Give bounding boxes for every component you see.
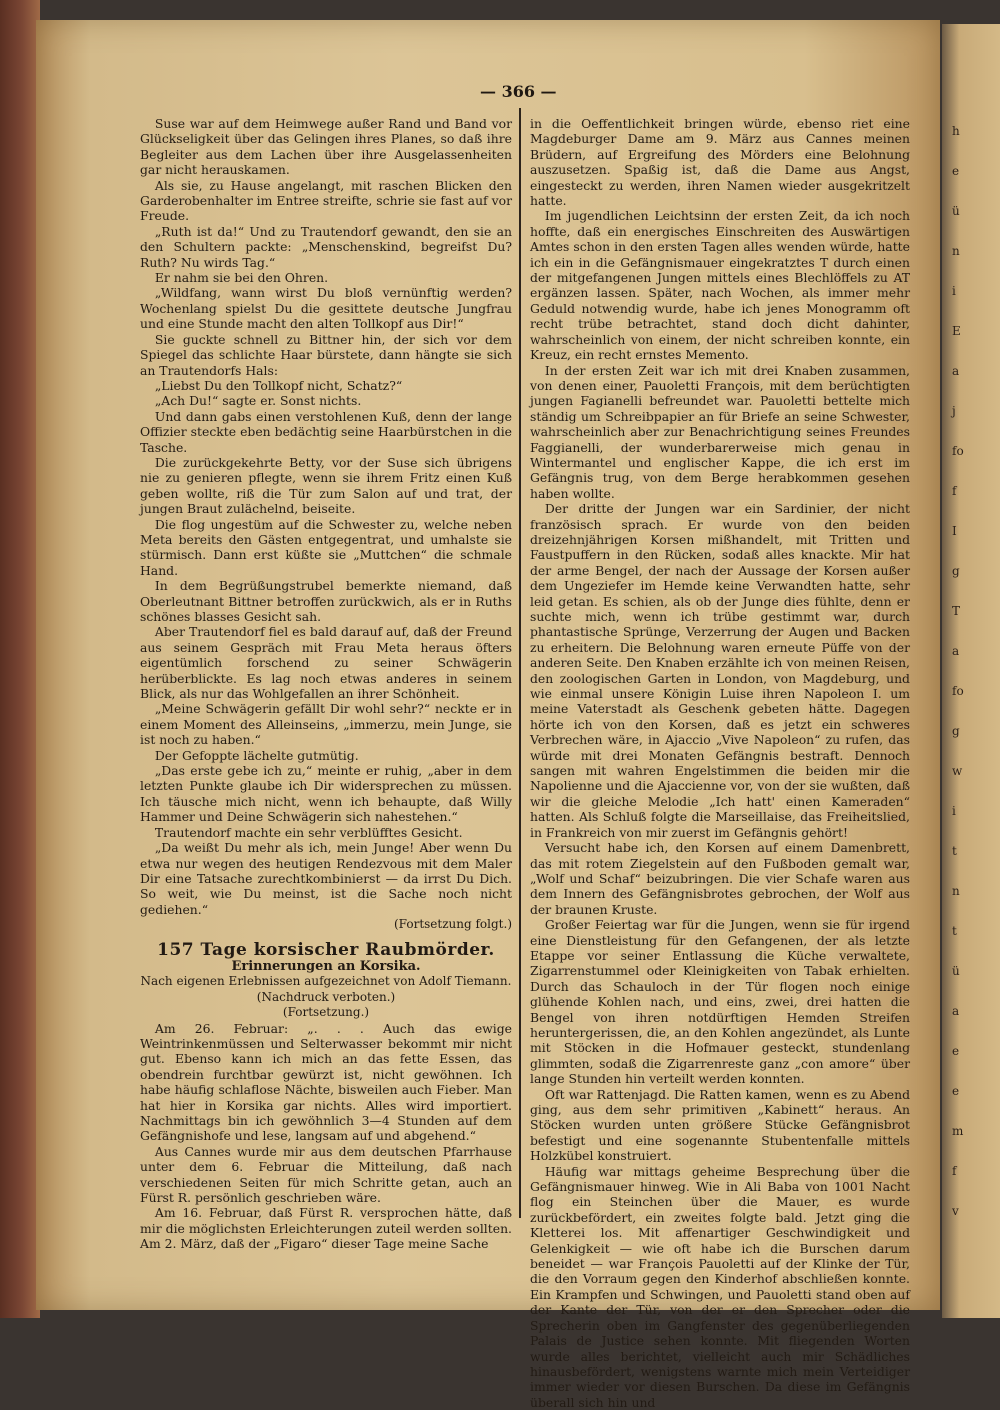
article-byline: Nach eigenen Erlebnissen aufgezeichnet von Adolf Tiemann. bbox=[140, 974, 512, 989]
paragraph: Und dann gabs einen verstohlenen Kuß, denn der lange Offizier steckte eben bedächtig seine Haarbürstchen in die Tasche. bbox=[140, 408, 512, 455]
paragraph: Aber Trautendorf fiel es bald darauf auf, daß der Freund aus seinem Gespräch mit Frau Meta heraus öfters eigentümlich forschend zu seiner Schwägerin herüberblickte. Es lag noch etwas anderes in seinem Blick, als nur das Wohlgefallen an ihrer Schönheit. bbox=[140, 624, 512, 702]
neighbor-fragment: ü bbox=[952, 964, 960, 978]
paragraph: Oft war Rattenjagd. Die Ratten kamen, wenn es zu Abend ging, aus dem sehr primitiven „Kabinett“ heraus. An Stöcken wurden unten größere Stücke Gefängnisbrot befestigt und eine sogenannte Stubentenfalle mittels Holzkübel konstruiert. bbox=[530, 1086, 910, 1164]
neighbor-fragment: f bbox=[952, 1164, 957, 1178]
paragraph: „Ach Du!“ sagte er. Sonst nichts. bbox=[154, 393, 362, 409]
neighbor-fragment: a bbox=[952, 1004, 960, 1018]
paragraph: „Meine Schwägerin gefällt Dir wohl sehr?“ neckte er in einem Moment des Alleinseins, „immerzu, mein Junge, sie ist noch zu haben.“ bbox=[140, 701, 512, 748]
right-column bbox=[530, 116, 910, 1410]
neighbor-fragment: t bbox=[952, 844, 957, 858]
column-divider bbox=[519, 108, 521, 1218]
paragraph: Am 16. Februar, daß Fürst R. versprochen hätte, daß mir die möglichsten Erleichterungen zuteil werden sollten. Am 2. März, daß der „Figaro“ dieser Tage meine Sache bbox=[140, 1205, 512, 1252]
paragraph: „Liebst Du den Tollkopf nicht, Schatz?“ bbox=[154, 377, 403, 393]
neighbor-fragment: a bbox=[952, 364, 960, 378]
neighbor-fragment: I bbox=[952, 524, 957, 538]
paragraph: Der dritte der Jungen war ein Sardinier, der nicht französisch sprach. Er wurde von den beiden dreizehnjährigen Korsen mißhandelt, mit Tritten und Faustpuffern in den Rücken, sodaß alles knackte. Mir hat der arme Bengel, der nach der Aussage der Korsen außer dem Ungeziefer im Hemde keine Verwandten hatte, sehr leid getan. Es schien, als ob der Junge dies fühlte, denn er suchte mich, wenn ich trübe gestimmt war, durch phantastische Sprünge, Verzerrung der Augen und Backen zu erheitern. Die Belohnung waren erneute Püffe von der anderen Seite. Den Knaben erzählte ich von meinen Reisen, den zoologischen Garten in London, von Magdeburg, und wie einmal unsere Königin Luise ihren Napoleon I. um meine Vaterstadt als Geschenk gebeten hätte. Dagegen hörte ich von den Korsen, daß es jetzt ein schweres Verbrechen wäre, in Ajaccio „Vive Napoleon“ zu rufen, das würde mit drei Monaten Gefängnis bestraft. Dennoch sangen mit wahren Engelstimmen die beiden mir die Napolienne und die Ajaccienne vor, von der sie wußten, daß wir die gleiche Melodie „Ich hatt' einen Kameraden“ hatten. Als Schluß folgte die Marseillaise, das Freiheitslied, in Frankreich von mir zuerst im Gefängnis gehört! bbox=[530, 501, 910, 840]
reprint-note: (Nachdruck verboten.) bbox=[256, 989, 396, 1004]
sequel-note: (Fortsetzung.) bbox=[282, 1005, 370, 1020]
paragraph: „Da weißt Du mehr als ich, mein Junge! Aber wenn Du etwa nur wegen des heutigen Rendezvous mit dem Maler Dir eine Tatsache zurechtkombinierst — da irrst Du Dich. So weit, wie Du meinst, ist die Sache noch nicht gediehen.“ bbox=[140, 840, 512, 917]
paragraph: Aus Cannes wurde mir aus dem deutschen Pfarrhause unter dem 6. Februar die Mitteilung, daß nach verschiedenen Seiten für mich Schritte getan, auch an Fürst R. persönlich geschrieben wäre. bbox=[140, 1143, 512, 1206]
left-column bbox=[140, 116, 512, 1252]
paragraph: „Wildfang, wann wirst Du bloß vernünftig werden? Wochenlang spielst Du die gesittete deutsche Jungfrau und eine Stunde macht den alten Tollkopf aus Dir!“ bbox=[140, 285, 512, 332]
paragraph: Häufig war mittags geheime Besprechung über die Gefängnismauer hinweg. Wie in Ali Baba von 1001 Nacht flog ein Steinchen über die Mauer, es wurde zurückbefördert, ein zweites folgte bald. Jetzt ging die Kletterei los. Mit affenartiger Geschwindigkeit und Gelenkigkeit — wie oft habe ich die Burschen darum beneidet — war François Pauoletti auf der Klinke der Tür, die den Vorraum gegen den Kinderhof abschließen konnte. Ein Krampfen und Schwingen, und Pauoletti stand oben auf der Kante der Tür, von der er den Sprecher oder die Sprecherin oben im Gangfenster des gegenüberliegenden Palais de Justice sehen konnte. Mit fliegenden Worten wurde alles berichtet, vielleicht auch mir Schädliches hinausbefördert, wenigstens warnte mich mein Verteidiger immer wieder vor diesen Burschen. Da diese im Gefängnis überall sich hin und bbox=[530, 1163, 910, 1410]
paragraph: „Ruth ist da!“ Und zu Trautendorf gewandt, den sie an den Schultern packte: „Menschenskind, begreifst Du? Ruth? Nu wirds Tag.“ bbox=[140, 223, 512, 270]
paragraph: In der ersten Zeit war ich mit drei Knaben zusammen, von denen einer, Pauoletti François, mit dem berüchtigten jungen Fagianelli befreundet war. Pauoletti bettelte mich ständig um Schreibpapier an für Briefe an seine Schwester, wahrscheinlich aber zur Benachrichtigung seines Freundes Faggianelli, der wunderbarerweise mich genau in Wintermantel und englischer Kappe, die ich erst im Gefängnis trug, von dem Berge herabkommen gesehen haben wollte. bbox=[530, 362, 910, 501]
neighbor-fragment: n bbox=[952, 884, 960, 898]
neighbor-fragment: m bbox=[952, 1124, 964, 1138]
paragraph: Er nahm sie bei den Ohren. bbox=[154, 270, 329, 286]
neighbor-page-edge bbox=[942, 24, 1000, 1318]
paragraph: Als sie, zu Hause angelangt, mit raschen Blicken den Garderobenhalter im Entree streifte, schrie sie fast auf vor Freude. bbox=[140, 177, 512, 224]
paragraph: Großer Feiertag war für die Jungen, wenn sie für irgend eine Dienstleistung für den Gefangenen, der als letzte Etappe vor seiner Entlassung die Küche verwaltete, Zigarrenstummel oder Kleinigkeiten von Tabak erhielten. Durch das Schauloch in der Tür flogen noch einige glühende Kohlen nach, und eins, zwei, drei hatten die Bengel von ihren notdürftigen Hemden Streifen heruntergerissen, die, an den Kohlen angezündet, als Lunte mit Stöcken in die Hofmauer gesteckt, stundenlang glimmten, sodaß die Zigarrenreste ganz „con amore“ über lange Stunden hin verteilt werden konnten. bbox=[530, 917, 910, 1087]
paragraph: Der Gefoppte lächelte gutmütig. bbox=[154, 747, 359, 763]
neighbor-fragment: w bbox=[952, 764, 963, 778]
neighbor-fragment: e bbox=[952, 1044, 960, 1058]
book-binding bbox=[0, 0, 40, 1318]
paragraph: Am 26. Februar: „. . . Auch das ewige Weintrinkenmüssen und Selterwasser bekommt mir nicht gut. Ebenso kann ich mich an das fette Essen, das obendrein furchtbar gewürzt ist, nicht gewöhnen. Ich habe häufig schlaflose Nächte, bisweilen auch Fieber. Man hat hier in Korsika gar nichts. Alles wird importiert. Nachmittags bin ich gewöhnlich 3—4 Stunden auf dem Gefängnishofe und lese, langsam auf und abgehend.“ bbox=[140, 1020, 512, 1144]
paragraph: In dem Begrüßungstrubel bemerkte niemand, daß Oberleutnant Bittner betroffen zurückwich, als er in Ruths schönes blasses Gesicht sah. bbox=[140, 578, 512, 624]
neighbor-fragment: fo bbox=[952, 444, 964, 458]
neighbor-fragment: i bbox=[952, 804, 956, 818]
novel-continuation bbox=[140, 116, 512, 917]
neighbor-fragment: v bbox=[952, 1204, 959, 1218]
neighbor-fragment: e bbox=[952, 164, 960, 178]
article-body-right bbox=[530, 116, 910, 1410]
paragraph: Im jugendlichen Leichtsinn der ersten Zeit, da ich noch hoffte, daß ein energisches Einschreiten des Auswärtigen Amtes schon in den ersten Tagen alles wenden würde, hatte ich ein in die Gefängnismauer eingekratztes T durch einen der mitgefangenen Jungen mittels eines Blechlöffels zu AT ergänzen lassen. Später, nach Wochen, als immer mehr Geduld notwendig wurde, habe ich jenes Monogramm oft recht trübe betrachtet, stand doch dicht dahinter, wahrscheinlich von einem, der nicht schreiben konnte, ein Kreuz, ein recht ernstes Memento. bbox=[530, 208, 910, 363]
neighbor-fragment: i bbox=[952, 284, 956, 298]
neighbor-fragment: fo bbox=[952, 684, 964, 698]
paragraph: „Das erste gebe ich zu,“ meinte er ruhig, „aber in dem letzten Punkte glaube ich Dir widersprechen zu müssen. Ich täusche mich nicht, wenn ich behaupte, daß Willy Hammer und Deine Schwägerin sich nahestehen.“ bbox=[140, 763, 512, 825]
paragraph: Trautendorf machte ein sehr verblüfftes Gesicht. bbox=[154, 824, 463, 840]
paragraph: Die flog ungestüm auf die Schwester zu, welche neben Meta bereits den Gästen entgegentrat, und umhalste sie stürmisch. Dann erst küßte sie „Muttchen“ die schmale Hand. bbox=[140, 516, 512, 578]
neighbor-fragment: f bbox=[952, 484, 957, 498]
continuation-note: (Fortsetzung folgt.) bbox=[394, 917, 512, 932]
neighbor-fragment: a bbox=[952, 644, 960, 658]
article-body-left bbox=[140, 1021, 512, 1252]
article-title: 157 Tage korsischer Raubmörder. bbox=[157, 939, 495, 960]
paragraph: in die Oeffentlichkeit bringen würde, ebenso riet eine Magdeburger Dame am 9. März aus Cannes meinen Brüdern, auf Ergreifung des Mörders eine Belohnung auszusetzen. Spaßig ist, daß die Dame aus Angst, eingesteckt zu werden, ihren Namen wieder ausgekritzelt hatte. bbox=[530, 116, 910, 209]
neighbor-fragment: h bbox=[952, 124, 960, 138]
neighbor-fragment: g bbox=[952, 724, 960, 738]
paragraph: Die zurückgekehrte Betty, vor der Suse sich übrigens nie zu genieren pflegte, wenn sie ihrem Fritz einen Kuß geben wollte, riß die Tür zum Salon auf und trat, der jungen Braut zulächelnd, beiseite. bbox=[140, 454, 512, 517]
neighbor-fragment: j bbox=[952, 404, 956, 418]
neighbor-fragment: n bbox=[952, 244, 960, 258]
neighbor-fragment: e bbox=[952, 1084, 960, 1098]
neighbor-fragment: T bbox=[952, 604, 961, 618]
neighbor-fragment: t bbox=[952, 924, 957, 938]
neighbor-fragment: E bbox=[952, 324, 961, 338]
neighbor-fragment: ü bbox=[952, 204, 960, 218]
paragraph: Suse war auf dem Heimwege außer Rand und Band vor Glückseligkeit über das Gelingen ihres Planes, so daß ihre Begleiter aus dem Lachen über ihre Ausgelassenheiten gar nicht herauskamen. bbox=[140, 116, 512, 178]
article-subtitle: Erinnerungen an Korsika. bbox=[231, 958, 421, 974]
page-number: — 366 — bbox=[480, 82, 557, 101]
paragraph: Sie guckte schnell zu Bittner hin, der sich vor dem Spiegel das schlichte Haar bürstete, dann hängte sie sich an Trautendorfs Hals: bbox=[140, 331, 512, 378]
paragraph: Versucht habe ich, den Korsen auf einem Damenbrett, das mit rotem Ziegelstein auf den Fußboden gemalt war, „Wolf und Schaf“ beizubringen. Die vier Schafe waren aus dem Innern des Gefängnisbrotes gebrochen, der Wolf aus der braunen Kruste. bbox=[530, 840, 910, 917]
neighbor-fragment: g bbox=[952, 564, 960, 578]
